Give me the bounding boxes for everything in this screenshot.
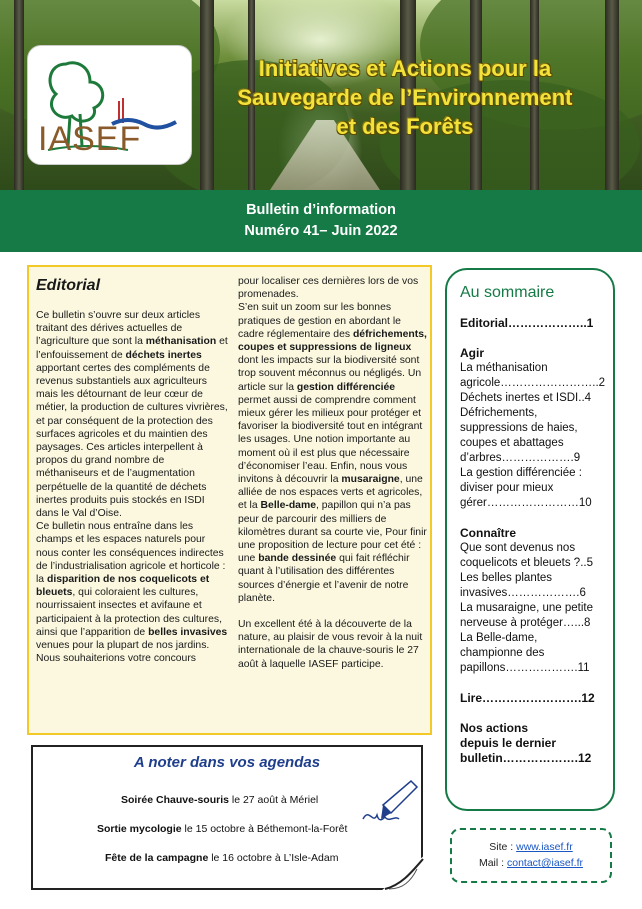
logo-text: IASEF bbox=[38, 120, 142, 158]
mail-line: Mail : contact@iasef.fr bbox=[478, 857, 584, 869]
toc-lire: Lire…………………….12 bbox=[460, 691, 595, 705]
toc-item: coupes et abattages bbox=[460, 437, 564, 449]
toc-item: papillons……………….11 bbox=[460, 662, 590, 674]
toc-item: nerveuse à protéger…...8 bbox=[460, 617, 591, 629]
page-curl-icon bbox=[381, 855, 425, 891]
toc-item: Les belles plantes bbox=[460, 572, 553, 584]
agenda-event: Sortie mycologie le 15 octobre à Béthemont-la-Forêt bbox=[97, 823, 348, 835]
header-banner bbox=[0, 0, 642, 190]
toc-section-agir: Agir bbox=[460, 346, 484, 360]
toc-actions: bulletin……………….12 bbox=[460, 751, 592, 765]
toc-item: agricole……………………..2 bbox=[460, 377, 606, 389]
mail-link[interactable]: contact@iasef.fr bbox=[506, 857, 584, 869]
toc-section-connaitre: Connaître bbox=[460, 526, 517, 540]
table-of-contents bbox=[445, 268, 615, 811]
editorial-column-2: pour localiser ces dernières lors de vos promenades. S’en suit un zoom sur les bonnes pratiques de gestion en abordant le cadre réglementaire des défrichements, coupes et suppressions de ligneux dont les impacts sur la biodiversité sont trop souvent méconnus ou négligés. Un article sur la gestion différenciée permet aussi de comprendre comment mieux gérer les milieux pour protéger et favoriser la biodiversité tout en intégrant les usages. Une notion importante au moment où il est plus que nécessaire d’économiser l’eau. Enfin, nous vous invitons à découvrir la musaraigne, une alliée de nos espaces verts et agricoles, et la Belle-dame, papillon qui n’a pas peur de parcourir des milliers de kilomètres durant sa courte vie, Pour finir une proposition de lecture pour cet été : une bande dessinée qui fait réfléchir quant à l’utilisation des différentes sources d’énergie et l’avenir de notre planète. Un excellent été à la découverte de la nature, au plaisir de vous revoir à la nuit internationale de la chauve-souris le 27 août à laquelle IASEF participe. bbox=[238, 276, 427, 670]
bulletin-title: Initiatives et Actions pour la Sauvegarde de l’Environnement et des Forêts bbox=[237, 56, 573, 139]
agenda-title: A noter dans vos agendas bbox=[133, 754, 321, 771]
toc-item: Déchets inertes et ISDI..4 bbox=[460, 392, 592, 404]
toc-item: championne des bbox=[460, 647, 545, 659]
toc-title: Au sommaire bbox=[460, 284, 555, 301]
toc-item: La musaraigne, une petite bbox=[460, 602, 593, 614]
editorial-column-1: Ce bulletin s’ouvre sur deux articles traitant des dérives actuelles de l’agriculture que sont la méthanisation et l’enfouissement de déchets inertes apportant certes des compléments de revenus substantiels aux agriculteurs mais les détournant de leur cœur de métier, la production de cultures vivrières, et par conséquent de la protection des surfaces agricoles et du maintien des paysages. Ces articles interpellent à propos du grand nombre de méthaniseurs et de l’augmentation perpétuelle de la quantité de déchets inertes produits puis stockés en ISDI dans le Val d’Oise. Ce bulletin nous entraîne dans les champs et les espaces naturels pour nous conter les conséquences indirectes de l’industrialisation agricole et horticole : la disparition de nos coquelicots et bleuets, qui coloraient les cultures, nourrissaient insectes et avifaune et participaient à la protection des cultures, ainsi que l’apparition de belles invasives venues pour la plupart de nos jardins. Nous souhaiterions votre concours bbox=[36, 310, 228, 665]
issue-number: Numéro 41– Juin 2022 bbox=[244, 223, 398, 239]
toc-actions: Nos actions bbox=[460, 721, 529, 735]
toc-item: suppressions de haies, bbox=[460, 422, 578, 434]
toc-item: La méthanisation bbox=[460, 362, 548, 374]
contact-box bbox=[450, 828, 612, 883]
toc-item: gérer……………………10 bbox=[460, 497, 592, 509]
toc-item: Que sont devenus nos bbox=[460, 542, 576, 554]
toc-item: Défrichements, bbox=[460, 407, 538, 419]
toc-item: La Belle-dame, bbox=[460, 632, 538, 644]
issue-band bbox=[0, 190, 642, 252]
fountain-pen-icon bbox=[361, 775, 421, 837]
toc-item: coquelicots et bleuets ?..5 bbox=[460, 557, 593, 569]
toc-item: La gestion différenciée : bbox=[460, 467, 582, 479]
agenda-event: Soirée Chauve-souris le 27 août à Mériel bbox=[121, 794, 319, 806]
site-line: Site : www.iasef.fr bbox=[489, 841, 573, 853]
toc-item: diviser pour mieux bbox=[460, 482, 554, 494]
toc-actions: depuis le dernier bbox=[460, 736, 557, 750]
agenda-event: Fête de la campagne le 16 octobre à L’Isle-Adam bbox=[105, 852, 339, 864]
toc-editorial: Editorial………………..1 bbox=[460, 316, 594, 330]
editorial-box bbox=[27, 265, 432, 735]
toc-item: d’arbres……………….9 bbox=[460, 452, 581, 464]
editorial-heading: Editorial bbox=[36, 277, 101, 294]
agenda-box bbox=[31, 745, 423, 890]
toc-item: invasives……………….6 bbox=[460, 587, 586, 599]
bulletin-label: Bulletin d’information bbox=[246, 202, 396, 218]
site-link[interactable]: www.iasef.fr bbox=[516, 841, 573, 853]
